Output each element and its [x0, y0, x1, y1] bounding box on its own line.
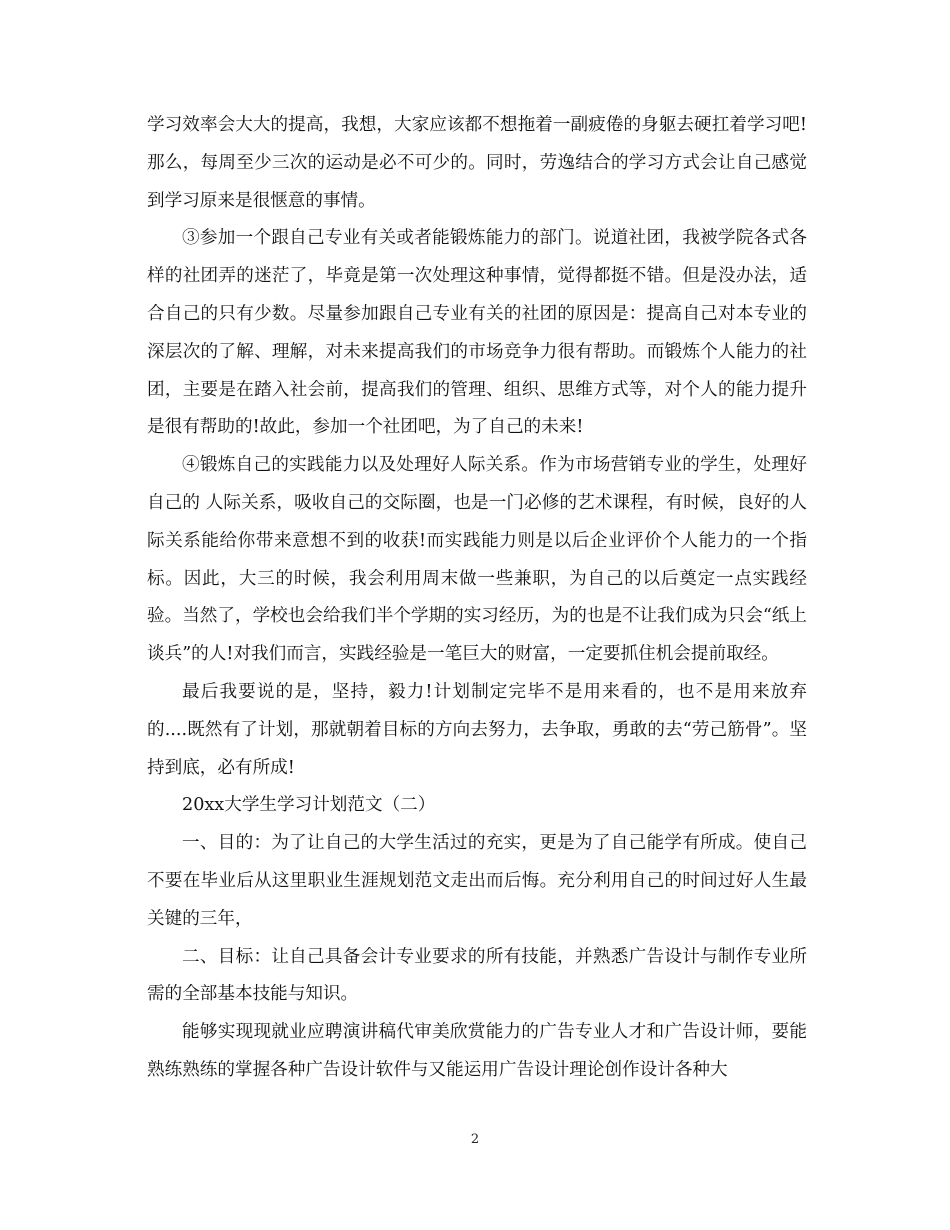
- paragraph-2: ③参加一个跟自己专业有关或者能锻炼能力的部门。说道社团，我被学院各式各样的社团弄的迷茫了，毕竟是第一次处理这种事情，觉得都挺不错。但是没办法，适合自己的只有少数。尽量参加跟自己专业有关的社团的原因是：提高自己对本专业的深层次的了解、理解，对未来提高我们的市场竞争力很有帮助。而锻炼个人能力的社团，主要是在踏入社会前，提高我们的管理、组织、思维方式等，对个人的能力提升是很有帮助的!故此，参加一个社团吧，为了自己的未来!: [147, 228, 807, 438]
- paragraph-goal: 二、目标：让自己具备会计专业要求的所有技能，并熟悉广告设计与制作专业所需的全部基本技能与知识。: [147, 946, 807, 1005]
- paragraph-4: 最后我要说的是，坚持，毅力!计划制定完毕不是用来看的，也不是用来放弃的....既然有了计划，那就朝着目标的方向去努力，去争取，勇敢的去“劳己筋骨”。坚持到底，必有所成!: [147, 681, 807, 778]
- section-heading: 20xx大学生学习计划范文（二）: [182, 795, 436, 816]
- paragraph-ability: 能够实现现就业应聘演讲稿代审美欣赏能力的广告专业人才和广告设计师，要能熟练熟练的掌握各种广告设计软件与又能运用广告设计理论创作设计各种大: [147, 1022, 807, 1080]
- paragraph-1: 学习效率会大大的提高，我想，大家应该都不想拖着一副疲倦的身躯去硬扛着学习吧!那么，每周至少三次的运动是必不可少的。同时，劳逸结合的学习方式会让自己感觉到学习原来是很惬意的事情。: [147, 115, 807, 211]
- body-text: [147, 107, 807, 1090]
- paragraph-3: ④锻炼自己的实践能力以及处理好人际关系。作为市场营销专业的学生，处理好自己的 人际关系，吸收自己的交际圈，也是一门必修的艺术课程，有时候，良好的人际关系能给你带来意想不到的收获!而实践能力则是以后企业评价个人能力的一个指标。因此，大三的时候，我会利用周末做一些兼职，为自己的以后奠定一点实践经验。当然了，学校也会给我们半个学期的实习经历，为的也是不让我们成为只会“纸上谈兵”的人!对我们而言，实践经验是一笔巨大的财富，一定要抓住机会提前取经。: [147, 455, 807, 665]
- page-number: 2: [470, 1132, 480, 1147]
- paragraph-purpose: 一、目的：为了让自己的大学生活过的充实，更是为了自己能学有所成。使自己不要在毕业后从这里职业生涯规划范文走出而后悔。充分利用自己的时间过好人生最关键的三年，: [147, 833, 807, 929]
